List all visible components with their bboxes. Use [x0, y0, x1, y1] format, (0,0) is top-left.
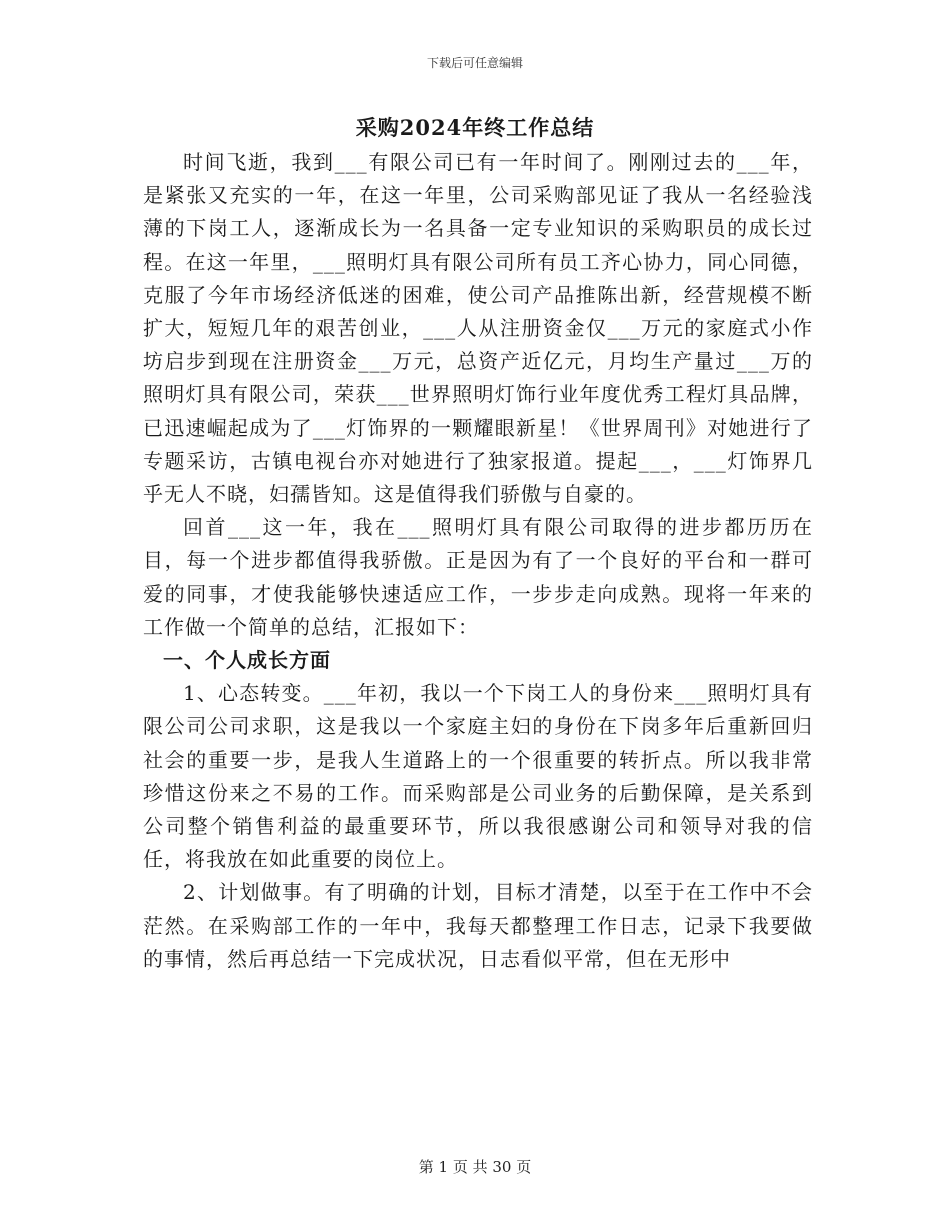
paragraph-intro: 时间飞逝，我到___有限公司已有一年时间了。刚刚过去的___年，是紧张又充实的一年，在这一年里，公司采购部见证了我从一名经验浅薄的下岗工人，逐渐成长为一名具备一定专业知识的采购职员的成长过程。在这一年里，___照明灯具有限公司所有员工齐心协力，同心同德，克服了今年市场经济低迷的困难，使公司产品推陈出新，经营规模不断扩大，短短几年的艰苦创业，___人从注册资金仅___万元的家庭式小作坊启步到现在注册资金___万元，总资产近亿元，月均生产量过___万的照明灯具有限公司，荣获___世界照明灯饰行业年度优秀工程灯具品牌，已迅速崛起成为了___灯饰界的一颗耀眼新星！《世界周刊》对她进行了专题采访，古镇电视台亦对她进行了独家报道。提起___，___灯饰界几乎无人不晓，妇孺皆知。这是值得我们骄傲与自豪的。 [143, 150, 813, 507]
document-body [143, 146, 813, 976]
paragraph-mindset: 1、心态转变。___年初，我以一个下岗工人的身份来___照明灯具有限公司公司求职，这是我以一个家庭主妇的身份在下岗多年后重新回归社会的重要一步，是我人生道路上的一个很重要的转折点。所以我非常珍惜这份来之不易的工作。而采购部是公司业务的后勤保障，是关系到公司整个销售利益的最重要环节，所以我很感谢公司和领导对我的信任，将我放在如此重要的岗位上。 [143, 681, 813, 872]
page-footer: 第 1 页 共 30 页 [418, 1158, 532, 1176]
paragraph-planning: 2、计划做事。有了明确的计划，目标才清楚，以至于在工作中不会茫然。在采购部工作的一年中，我每天都整理工作日志，记录下我要做的事情，然后再总结一下完成状况，日志看似平常，但在无形中 [143, 880, 813, 971]
paragraph-review: 回首___这一年，我在___照明灯具有限公司取得的进步都历历在目，每一个进步都值得我骄傲。正是因为有了一个良好的平台和一群可爱的同事，才使我能够快速适应工作，一步步走向成熟。现将一年来的工作做一个简单的总结，汇报如下： [143, 515, 813, 639]
document-title: 采购2024年终工作总结 [355, 115, 595, 140]
section-heading-personal-growth: 一、个人成长方面 [163, 648, 331, 673]
header-note: 下载后可任意编辑 [426, 56, 523, 70]
